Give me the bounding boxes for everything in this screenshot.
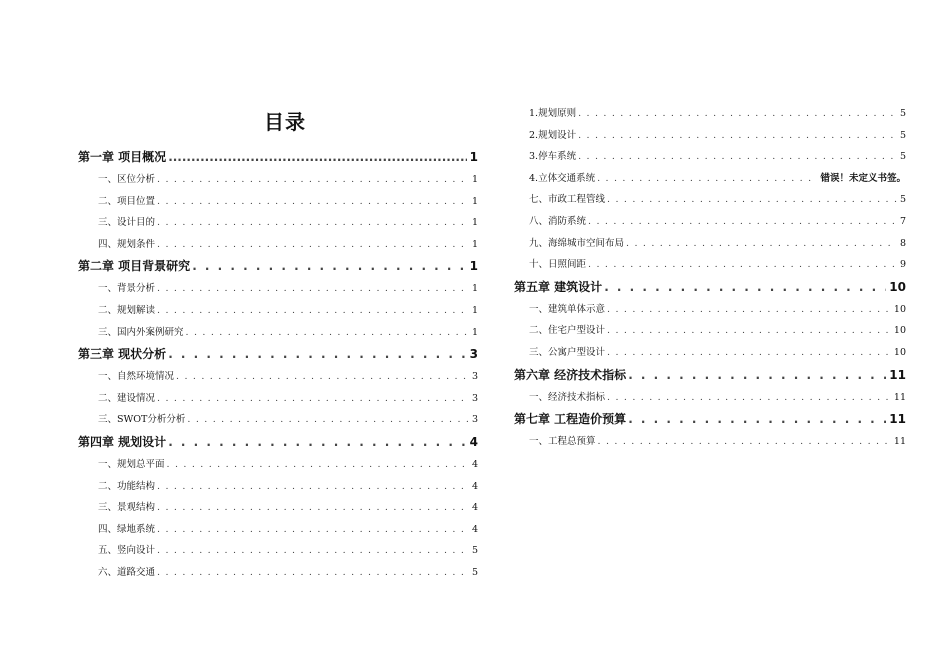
toc-section-entry[interactable] — [78, 454, 478, 476]
toc-dot-leader — [607, 342, 891, 364]
toc-entry-label: 二、功能结构 — [98, 480, 156, 492]
toc-entry-label: 六、道路交通 — [98, 566, 156, 578]
toc-dot-leader — [157, 519, 469, 541]
toc-page-number: 11 — [889, 412, 906, 427]
toc-entry-label: 第三章 现状分析 — [78, 347, 167, 362]
toc-page-number: 10 — [893, 346, 906, 358]
toc-entry-label: 一、工程总预算 — [529, 436, 596, 448]
toc-entry-label: 3.停车系统 — [529, 151, 577, 163]
toc-entry-label: 1.规划原则 — [529, 108, 577, 119]
toc-section-entry[interactable] — [514, 299, 906, 321]
toc-entry-label: 第一章 项目概况 — [78, 150, 167, 164]
toc-page-number: 5 — [899, 151, 906, 163]
toc-entry-label: 二、项目位置 — [98, 195, 156, 207]
toc-dot-leader — [628, 364, 886, 387]
toc-bookmark-error: 错误！未定义书签。 — [820, 172, 906, 184]
toc-chapter-entry[interactable] — [514, 364, 906, 387]
toc-dot-leader — [157, 278, 469, 300]
toc-entry-label: 第五章 建筑设计 — [514, 279, 603, 294]
toc-entry-label: 三、景观结构 — [98, 502, 156, 514]
toc-section-entry[interactable] — [78, 388, 478, 410]
toc-dot-leader — [578, 146, 897, 168]
toc-right-column — [514, 103, 906, 453]
toc-page-number: 1 — [469, 259, 478, 274]
toc-entry-label: 一、经济技术指标 — [529, 391, 606, 403]
toc-page-number: 4 — [471, 458, 478, 470]
toc-entry-label: 一、区位分析 — [98, 174, 156, 185]
toc-page-number: 1 — [469, 150, 478, 164]
toc-section-entry[interactable] — [78, 234, 478, 256]
toc-dot-leader — [588, 211, 897, 233]
toc-dot-leader — [578, 103, 897, 125]
toc-section-entry[interactable] — [514, 189, 906, 211]
toc-page-number: 1 — [471, 283, 478, 295]
toc-section-entry[interactable] — [514, 387, 906, 409]
toc-section-entry[interactable] — [514, 342, 906, 364]
toc-dot-leader — [578, 125, 897, 147]
toc-dot-leader — [157, 234, 469, 256]
toc-page-number: 5 — [899, 194, 906, 206]
toc-dot-leader — [157, 191, 469, 213]
toc-entry-label: 十、日照间距 — [529, 259, 587, 271]
toc-section-entry[interactable] — [514, 233, 906, 255]
toc-dot-leader — [168, 431, 466, 454]
toc-page-number: 5 — [899, 129, 906, 141]
toc-dot-leader — [167, 454, 469, 476]
toc-page-number: 11 — [893, 436, 906, 448]
toc-dot-leader — [157, 476, 469, 498]
toc-title: 目录 — [264, 110, 306, 134]
toc-section-entry[interactable] — [78, 169, 478, 191]
toc-entry-label: 九、海绵城市空间布局 — [529, 237, 625, 249]
toc-entry-label: 4.立体交通系统 — [529, 172, 596, 184]
toc-dot-leader — [588, 254, 897, 276]
toc-section-entry[interactable] — [78, 519, 478, 541]
toc-page-number: 1 — [471, 195, 478, 207]
toc-chapter-entry[interactable] — [78, 343, 478, 366]
toc-section-entry[interactable] — [78, 476, 478, 498]
toc-page-number: 3 — [471, 414, 478, 426]
toc-chapter-entry[interactable] — [78, 255, 478, 278]
toc-dot-leader — [176, 366, 469, 388]
toc-page-number: 3 — [471, 371, 478, 383]
toc-section-entry[interactable] — [78, 497, 478, 519]
toc-dot-leader — [626, 233, 897, 255]
toc-page-number: 11 — [889, 367, 906, 382]
toc-entry-label: 第二章 项目背景研究 — [78, 259, 191, 274]
toc-section-entry[interactable] — [78, 191, 478, 213]
toc-section-entry[interactable] — [78, 409, 478, 431]
toc-entry-label: 第六章 经济技术指标 — [514, 367, 627, 382]
toc-page-number: 5 — [471, 566, 478, 578]
toc-section-entry[interactable] — [514, 320, 906, 342]
toc-section-entry[interactable] — [514, 125, 906, 147]
toc-chapter-entry[interactable] — [514, 276, 906, 299]
toc-entry-label: 一、背景分析 — [98, 283, 156, 295]
toc-entry-label: 第四章 规划设计 — [78, 434, 167, 449]
toc-entry-label: 一、自然环境情况 — [98, 371, 175, 383]
toc-entry-label: 二、住宅户型设计 — [529, 325, 606, 337]
toc-section-entry[interactable] — [514, 168, 906, 190]
toc-entry-label: 三、设计目的 — [98, 217, 156, 229]
toc-section-entry[interactable] — [78, 300, 478, 322]
toc-page-number: 1 — [471, 326, 478, 338]
toc-dot-leader — [157, 540, 469, 562]
toc-dot-leader — [157, 388, 469, 410]
toc-section-entry[interactable] — [514, 211, 906, 233]
toc-entry-label: 第七章 工程造价预算 — [514, 412, 627, 427]
toc-dot-leader — [628, 408, 886, 431]
toc-dot-leader — [168, 146, 466, 169]
toc-dot-leader — [607, 387, 891, 409]
toc-dot-leader — [157, 497, 469, 519]
toc-section-entry[interactable] — [514, 103, 906, 125]
toc-entry-label: 二、建设情况 — [98, 392, 156, 404]
toc-dot-leader — [187, 409, 469, 431]
toc-dot-leader — [598, 431, 891, 453]
toc-page-number: 10 — [893, 325, 906, 337]
toc-dot-leader — [607, 299, 891, 321]
toc-section-entry[interactable] — [78, 278, 478, 300]
toc-entry-label: 五、竖向设计 — [98, 545, 156, 557]
toc-section-entry[interactable] — [78, 366, 478, 388]
toc-entry-label: 四、规划条件 — [98, 238, 156, 250]
toc-dot-leader — [168, 343, 466, 366]
toc-entry-label: 三、国内外案例研究 — [98, 326, 184, 338]
toc-dot-leader — [607, 320, 891, 342]
toc-page-number: 1 — [471, 174, 478, 185]
toc-page-number: 4 — [471, 480, 478, 492]
toc-entry-label: 二、规划解读 — [98, 304, 156, 316]
toc-page-number: 1 — [471, 217, 478, 229]
toc-section-entry[interactable] — [78, 562, 478, 584]
toc-page-number: 4 — [471, 523, 478, 535]
toc-entry-label: 三、公寓户型设计 — [529, 346, 606, 358]
toc-dot-leader — [157, 212, 469, 234]
toc-page-number: 3 — [469, 347, 478, 362]
toc-dot-leader — [597, 168, 817, 190]
toc-chapter-entry[interactable] — [78, 431, 478, 454]
toc-page-number: 10 — [889, 279, 906, 294]
toc-dot-leader — [157, 300, 469, 322]
toc-section-entry[interactable] — [514, 146, 906, 168]
toc-page-number: 9 — [899, 259, 906, 271]
toc-page-number: 10 — [893, 303, 906, 315]
toc-dot-leader — [604, 276, 886, 299]
toc-entry-label: 四、绿地系统 — [98, 523, 156, 535]
toc-section-entry[interactable] — [78, 540, 478, 562]
toc-page-number: 1 — [471, 238, 478, 250]
toc-chapter-entry[interactable] — [514, 408, 906, 431]
toc-section-entry[interactable] — [78, 322, 478, 344]
toc-entry-label: 2.规划设计 — [529, 129, 577, 141]
toc-dot-leader — [186, 322, 469, 344]
toc-dot-leader — [157, 562, 469, 584]
toc-page-number: 4 — [469, 434, 478, 449]
toc-section-entry[interactable] — [514, 254, 906, 276]
toc-dot-leader — [607, 189, 897, 211]
toc-entry-label: 三、SWOT分析分析 — [98, 414, 186, 426]
toc-entry-label: 一、建筑单体示意 — [529, 303, 606, 315]
toc-page-number: 3 — [471, 392, 478, 404]
toc-page-number: 11 — [893, 391, 906, 403]
toc-page-number: 5 — [899, 108, 906, 119]
toc-entry-label: 七、市政工程管线 — [529, 194, 606, 206]
toc-section-entry[interactable] — [514, 431, 906, 453]
toc-dot-leader — [192, 255, 466, 278]
toc-page-number: 8 — [899, 237, 906, 249]
toc-page-number: 4 — [471, 502, 478, 514]
toc-entry-label: 八、消防系统 — [529, 215, 587, 227]
toc-dot-leader — [157, 169, 469, 191]
toc-page-number: 1 — [471, 304, 478, 316]
toc-page-number: 5 — [471, 545, 478, 557]
toc-section-entry[interactable] — [78, 212, 478, 234]
toc-left-column — [78, 146, 478, 584]
toc-page-number: 7 — [899, 215, 906, 227]
toc-chapter-entry[interactable] — [78, 146, 478, 169]
toc-entry-label: 一、规划总平面 — [98, 458, 165, 470]
